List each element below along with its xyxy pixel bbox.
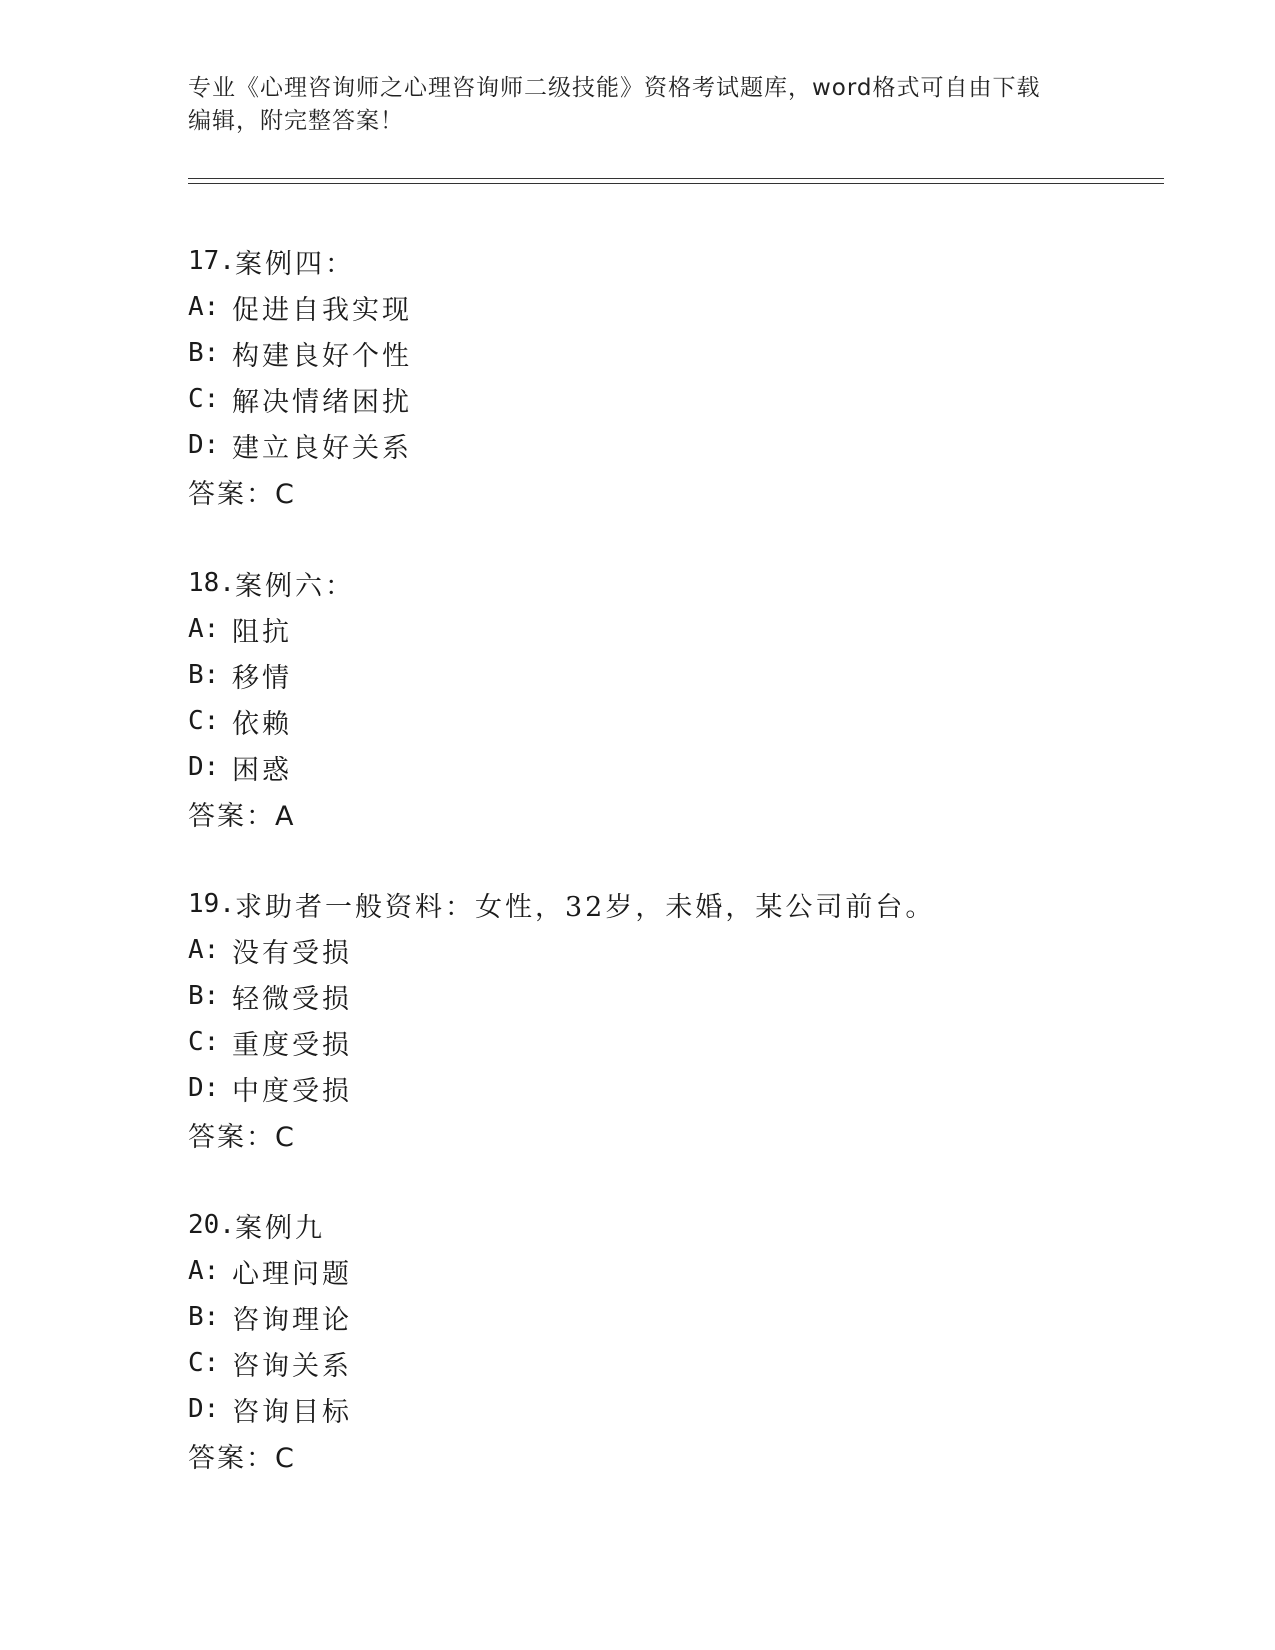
- option-text: 移情: [232, 662, 292, 694]
- option-letter: C:: [188, 706, 220, 736]
- question-stem: [188, 1202, 1168, 1248]
- option-text: 阻抗: [232, 616, 292, 648]
- option-letter: D:: [188, 1073, 220, 1103]
- option-letter: C:: [188, 384, 220, 414]
- question-text: 案例九: [234, 1212, 325, 1244]
- option-b: [188, 330, 1168, 376]
- option-text: 重度受损: [232, 1029, 352, 1061]
- option-text: 心理问题: [232, 1258, 352, 1290]
- option-d: [188, 744, 1168, 790]
- option-letter: D:: [188, 752, 220, 782]
- option-a: [188, 927, 1168, 973]
- header-line-2: 编辑，附完整答案！: [188, 108, 404, 134]
- option-c: [188, 698, 1168, 744]
- answer-line: 答案：C: [188, 478, 296, 510]
- option-b: [188, 1294, 1168, 1340]
- option-text: 没有受损: [232, 937, 352, 969]
- question-number: 19.: [188, 889, 235, 919]
- header-divider-bottom: [188, 183, 1164, 184]
- question-stem: [188, 560, 1168, 606]
- option-text: 咨询目标: [232, 1396, 352, 1428]
- option-letter: A:: [188, 292, 220, 322]
- option-text: 依赖: [232, 708, 292, 740]
- answer-line: 答案：C: [188, 1442, 296, 1474]
- question-stem: [188, 881, 1168, 927]
- question-18: [188, 560, 1168, 836]
- option-text: 促进自我实现: [232, 294, 412, 326]
- option-d: [188, 422, 1168, 468]
- option-c: [188, 1340, 1168, 1386]
- option-text: 建立良好关系: [232, 432, 412, 464]
- question-number: 17.: [188, 246, 235, 276]
- option-c: [188, 1019, 1168, 1065]
- header-line-1: 专业《心理咨询师之心理咨询师二级技能》资格考试题库，word格式可自由下载: [188, 75, 1041, 101]
- option-letter: D:: [188, 430, 220, 460]
- question-number: 20.: [188, 1210, 235, 1240]
- document-header: [188, 72, 1088, 138]
- option-text: 困惑: [232, 754, 292, 786]
- option-letter: A:: [188, 935, 220, 965]
- option-letter: B:: [188, 1302, 220, 1332]
- option-letter: B:: [188, 660, 220, 690]
- option-letter: B:: [188, 981, 220, 1011]
- option-a: [188, 606, 1168, 652]
- option-d: [188, 1386, 1168, 1432]
- answer-line: 答案：A: [188, 800, 296, 832]
- option-text: 构建良好个性: [232, 340, 412, 372]
- option-b: [188, 652, 1168, 698]
- question-17: [188, 238, 1168, 514]
- question-stem: [188, 238, 1168, 284]
- option-letter: B:: [188, 338, 220, 368]
- option-d: [188, 1065, 1168, 1111]
- answer-line: 答案：C: [188, 1121, 296, 1153]
- option-letter: A:: [188, 614, 220, 644]
- option-letter: C:: [188, 1027, 220, 1057]
- option-letter: D:: [188, 1394, 220, 1424]
- header-divider-top: [188, 178, 1164, 179]
- option-a: [188, 1248, 1168, 1294]
- option-text: 轻微受损: [232, 983, 352, 1015]
- question-number: 18.: [188, 568, 235, 598]
- option-c: [188, 376, 1168, 422]
- question-19: [188, 881, 1168, 1157]
- option-text: 咨询关系: [232, 1350, 352, 1382]
- question-text: 案例六：: [234, 570, 355, 602]
- option-text: 中度受损: [232, 1075, 352, 1107]
- question-20: [188, 1202, 1168, 1478]
- question-text: 求助者一般资料：女性，32岁，未婚，某公司前台。: [234, 891, 936, 923]
- option-text: 咨询理论: [232, 1304, 352, 1336]
- option-a: [188, 284, 1168, 330]
- option-text: 解决情绪困扰: [232, 386, 412, 418]
- option-letter: A:: [188, 1256, 220, 1286]
- question-text: 案例四：: [234, 248, 355, 280]
- option-letter: C:: [188, 1348, 220, 1378]
- option-b: [188, 973, 1168, 1019]
